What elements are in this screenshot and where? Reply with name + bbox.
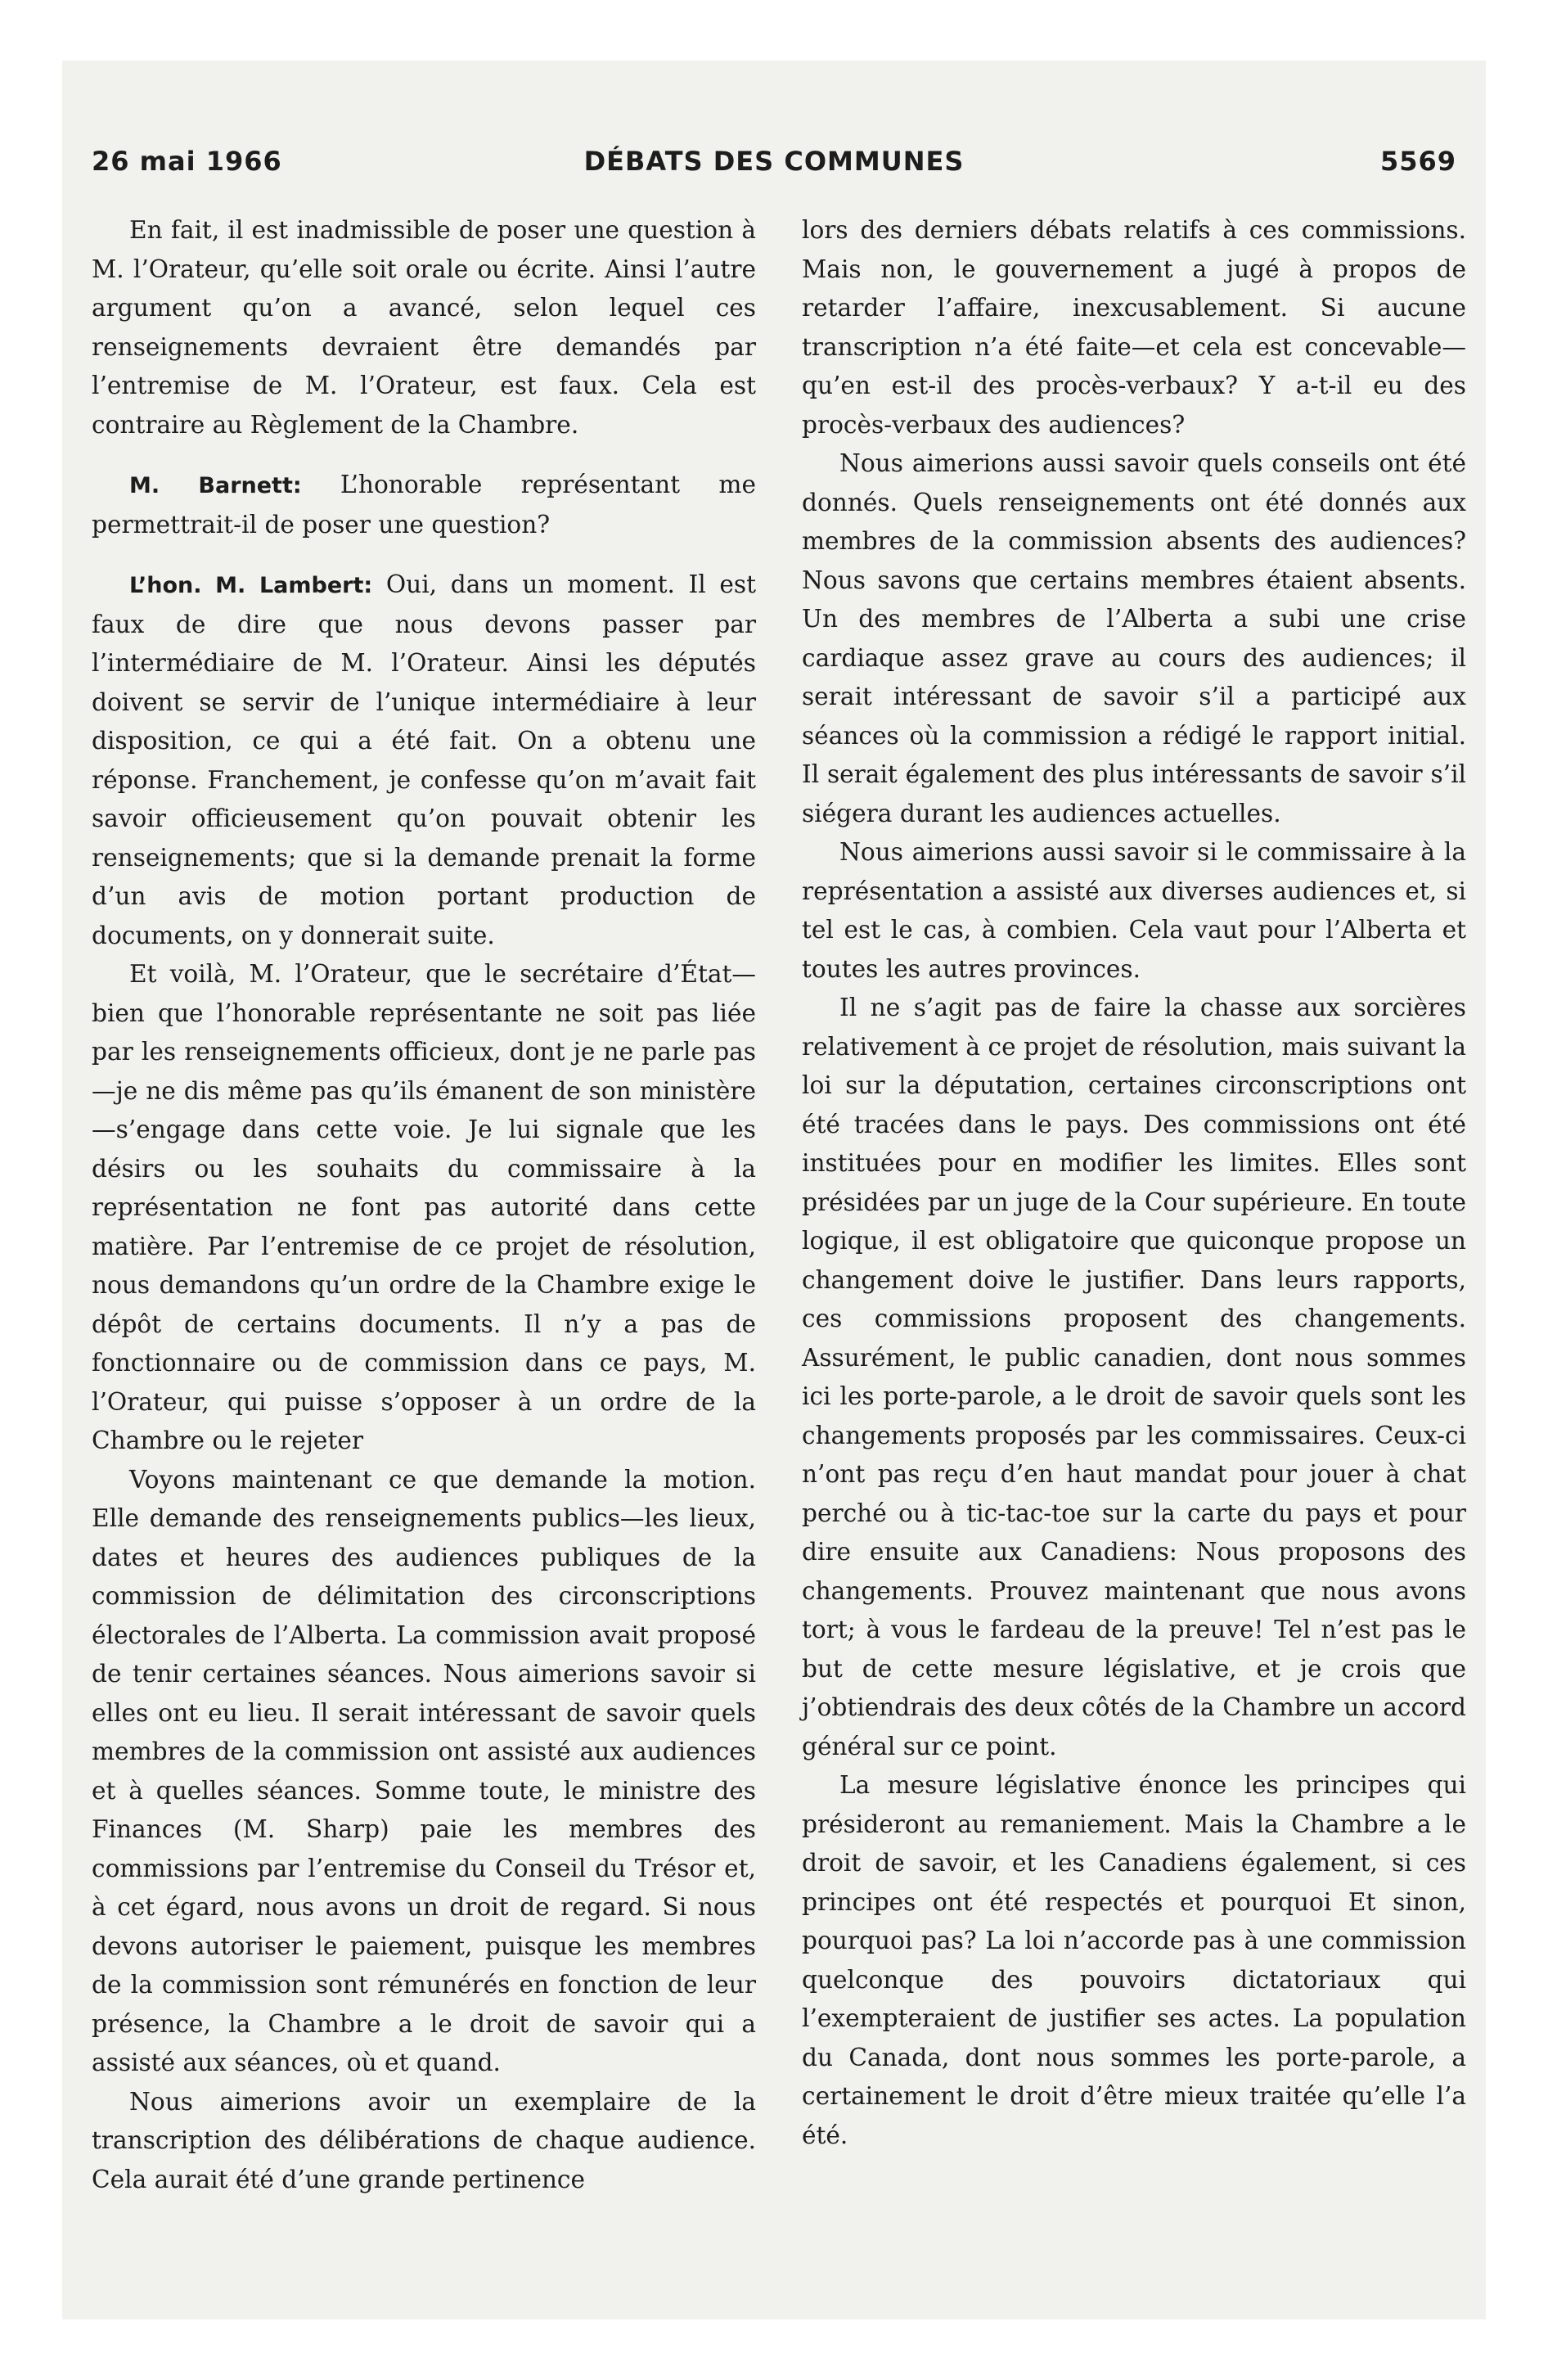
speech-text: L’honorable représentant me permettrait-il de poser une question? xyxy=(92,471,756,539)
paragraph: Nous aimerions aussi savoir si le commissaire à la représentation a assisté aux diverses audiences et, si tel est le cas, à combien. Cela vaut pour l’Alberta et toutes les autres provinces. xyxy=(802,838,1466,983)
page-number: 5569 xyxy=(1379,146,1456,177)
right-column xyxy=(802,211,1466,2155)
page xyxy=(62,61,1486,2319)
paragraph: Nous aimerions avoir un exemplaire de la transcription des délibérations de chaque audience. Cela aurait été d’une grande pertinence xyxy=(92,2087,756,2193)
paragraph: Nous aimerions aussi savoir quels conseils ont été donnés. Quels renseignements ont été donnés aux membres de la commission absents des audiences? Nous savons que certains membres étaient absents. Un des membres de l’Alberta a subi une crise cardiaque assez grave au cours des audiences; il serait intéressant de savoir s’il a participé aux séances où la commission a rédigé le rapport initial. Il serait également des plus intéressants de savoir s’il siégera durant les audiences actuelles. xyxy=(802,449,1466,827)
paragraph: En fait, il est inadmissible de poser une question à M. l’Orateur, qu’elle soit orale ou écrite. Ainsi l’autre argument qu’on a avancé, selon lequel ces renseignements devraient être demandés par l’entremise de M. l’Orateur, est faux. Cela est contraire au Règlement de la Chambre. xyxy=(92,216,756,439)
header-date: 26 mai 1966 xyxy=(92,146,282,177)
header-title: DÉBATS DES COMMUNES xyxy=(583,146,965,177)
speech-text: Oui, dans un moment. Il est faux de dire que nous devons passer par l’intermédiaire de M. l’Orateur. Ainsi les députés doivent se servir de l’unique intermédiaire à leur disposition, ce qui a été fait. On a obtenu une réponse. Franchement, je confesse qu’on m’avait fait savoir officieusement qu’on pouvait obtenir les renseignements; que si la demande prenait la forme d’un avis de motion portant production de documents, on y donnerait suite. xyxy=(92,570,756,949)
paragraph-continuation: lors des derniers débats relatifs à ces commissions. Mais non, le gouvernement a jugé à propos de retarder l’affaire, inexcusablement. Si aucune transcription n’a été faite—et cela est concevable—qu’en est-il des procès-verbaux? Y a-t-il eu des procès-verbaux des audiences? xyxy=(802,216,1466,439)
speaker-name: L’hon. M. Lambert: xyxy=(129,573,373,598)
page-header xyxy=(92,146,1456,198)
paragraph-barnett xyxy=(92,466,756,544)
paragraph: La mesure législative énonce les principes qui présideront au remaniement. Mais la Chambre a le droit de savoir, et les Canadiens également, si ces principes ont été respectés et pourquoi Et sinon, pourquoi pas? La loi n’accorde pas à une commission quelconque des pouvoirs dictatoriaux qui l’exempteraient de justifier ses actes. La population du Canada, dont nous sommes les porte-parole, a certainement le droit d’être mieux traitée qu’elle l’a été. xyxy=(802,1771,1466,2149)
paragraph-lambert xyxy=(92,566,756,955)
speaker-name: M. Barnett: xyxy=(129,473,302,498)
paragraph: Il ne s’agit pas de faire la chasse aux sorcières relativement à ce projet de résolution, mais suivant la loi sur la députation, certaines circonscriptions ont été tracées dans le pays. Des commissions ont été instituées pour en modifier les limites. Elles sont présidées par un juge de la Cour supérieure. En toute logique, il est obligatoire que quiconque propose un changement doive le justifier. Dans leurs rapports, ces commissions proposent des changements. Assurément, le public canadien, dont nous sommes ici les porte-parole, a le droit de savoir quels sont les changements proposés par les commissaires. Ceux-ci n’ont pas reçu d’en haut mandat pour jouer à chat perché ou à tic-tac-toe sur la carte du pays et pour dire ensuite aux Canadiens: Nous proposons des changements. Prouvez maintenant que nous avons tort; à vous le fardeau de la preuve! Tel n’est pas le but de cette mesure législative, et je crois que j’obtiendrais des deux côtés de la Chambre un accord général sur ce point. xyxy=(802,994,1466,1760)
paragraph: Et voilà, M. l’Orateur, que le secrétaire d’État—bien que l’honorable représentante ne soit pas liée par les renseignements officieux, dont je ne parle pas—je ne dis même pas qu’ils émanent de son ministère—s’engage dans cette voie. Je lui signale que les désirs ou les souhaits du commissaire à la représentation ne font pas autorité dans cette matière. Par l’entremise de ce projet de résolution, nous demandons qu’un ordre de la Chambre exige le dépôt de certains documents. Il n’y a pas de fonctionnaire ou de commission dans ce pays, M. l’Orateur, qui puisse s’opposer à un ordre de la Chambre ou le rejeter xyxy=(92,960,756,1454)
paragraph: Voyons maintenant ce que demande la motion. Elle demande des renseignements publics—les lieux, dates et heures des audiences publiques de la commission de délimitation des circonscriptions électorales de l’Alberta. La commission avait proposé de tenir certaines séances. Nous aimerions savoir si elles ont eu lieu. Il serait intéressant de savoir quels membres de la commission ont assisté aux audiences et à quelles séances. Somme toute, le ministre des Finances (M. Sharp) paie les membres des commissions par l’entremise du Conseil du Trésor et, à cet égard, nous avons un droit de regard. Si nous devons autoriser le paiement, puisque les membres de la commission sont rémunérés en fonction de leur présence, la Chambre a le droit de savoir qui a assisté aux séances, où et quand. xyxy=(92,1465,756,2076)
left-column xyxy=(92,211,756,2199)
